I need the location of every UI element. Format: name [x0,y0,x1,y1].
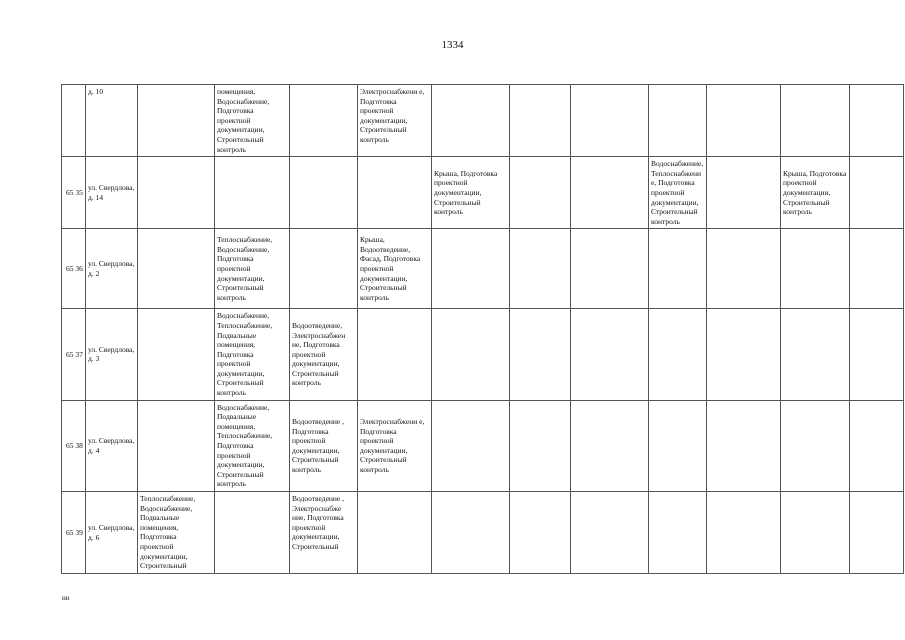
work-cell [850,400,904,491]
work-cell [215,492,290,574]
table-body [62,85,904,574]
work-cell: Водоснабжение, Подвальные помещения, Теплоснабжение, Подготовка проектной документации, Строительный контроль [215,400,290,491]
work-cell: Крыша, Подготовка проектной документации, Строительный контроль [432,157,510,229]
work-cell: Водоснабжение, Теплоснабжение, Подвальные помещения, Подготовка проектной документации, Строительный контроль [215,309,290,400]
table-row [62,157,904,229]
work-cell [290,85,358,157]
work-cell [707,309,781,400]
work-cell: Теплоснабжение, Водоснабжение, Подготовка проектной документации, Строительный контроль [215,229,290,309]
work-cell [510,400,571,491]
work-cell [510,157,571,229]
row-number-cell: 65 38 [62,400,86,491]
work-cell [781,229,850,309]
work-cell [510,309,571,400]
work-cell [850,157,904,229]
address-cell: ул. Свердлова, д. 14 [86,157,138,229]
page-number: 1334 [441,39,464,51]
work-cell [707,85,781,157]
work-cell [781,309,850,400]
work-cell [432,400,510,491]
work-cell [707,157,781,229]
work-cell [649,400,707,491]
footer-mark: нн [62,594,70,602]
work-cell: Водоотведение, Электроснабжен ие, Подготовка проектной документации, Строительный контроль [290,309,358,400]
work-cell [649,309,707,400]
work-cell [781,492,850,574]
table-row [62,309,904,400]
table-row [62,229,904,309]
work-cell: Крыша, Подготовка проектной документации, Строительный контроль [781,157,850,229]
work-cell [571,157,649,229]
work-cell: Электроснабжени е, Подготовка проектной документации, Строительный контроль [358,85,432,157]
work-cell: Теплоснабжение, Водоснабжение, Подвальные помещения, Подготовка проектной документации, Строительный [138,492,215,574]
work-cell [138,229,215,309]
work-cell: Водоотведение , Подготовка проектной документации, Строительный контроль [290,400,358,491]
work-cell [649,229,707,309]
row-number-cell: 65 37 [62,309,86,400]
work-cell: Водоотведение , Электроснабже ние, Подготовка проектной документации, Строительный [290,492,358,574]
address-cell: ул. Свердлова, д. 2 [86,229,138,309]
work-cell [138,85,215,157]
work-cell [138,400,215,491]
work-cell [290,229,358,309]
table-row [62,85,904,157]
work-cell [510,229,571,309]
work-cell [781,85,850,157]
address-cell: ул. Свердлова, д. 4 [86,400,138,491]
work-cell [850,309,904,400]
row-number-cell: 65 35 [62,157,86,229]
address-cell: ул. Свердлова, д. 3 [86,309,138,400]
address-cell: д. 10 [86,85,138,157]
work-cell [432,229,510,309]
work-cell [432,492,510,574]
work-cell [215,157,290,229]
row-number-cell: 65 36 [62,229,86,309]
work-cell [358,492,432,574]
work-cell [571,400,649,491]
work-cell [432,309,510,400]
work-cell [649,85,707,157]
work-cell [850,85,904,157]
work-cell [571,309,649,400]
works-table [61,84,904,574]
row-number-cell: 65 39 [62,492,86,574]
work-cell: Электроснабжени е, Подготовка проектной документации, Строительный контроль [358,400,432,491]
table-row [62,400,904,491]
work-cell [571,85,649,157]
work-cell [707,400,781,491]
work-cell [649,492,707,574]
work-cell [510,85,571,157]
work-cell [781,400,850,491]
work-cell [510,492,571,574]
work-cell [358,157,432,229]
work-cell [571,229,649,309]
row-number-cell [62,85,86,157]
work-cell [850,492,904,574]
work-cell [432,85,510,157]
work-cell [290,157,358,229]
work-cell [707,492,781,574]
work-cell [850,229,904,309]
work-cell [707,229,781,309]
table-row [62,492,904,574]
work-cell: Водоснабжение, Теплоснабжение, Подготовка проектной документации, Строительный контроль [649,157,707,229]
work-cell [138,309,215,400]
work-cell: помещения, Водоснабжение, Подготовка проектной документации, Строительный контроль [215,85,290,157]
work-cell [138,157,215,229]
work-cell [571,492,649,574]
address-cell: ул. Свердлова, д. 6 [86,492,138,574]
work-cell: Крыша, Водоотведение, Фасад, Подготовка проектной документации, Строительный контроль [358,229,432,309]
work-cell [358,309,432,400]
